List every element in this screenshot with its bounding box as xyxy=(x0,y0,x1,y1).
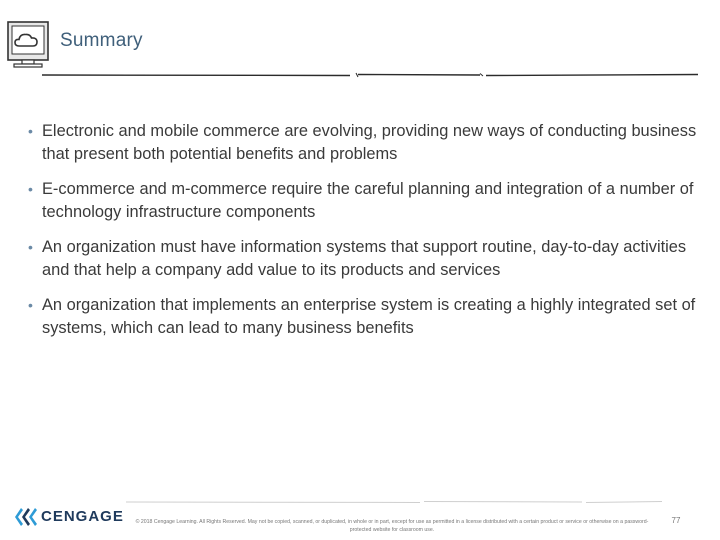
bullet-item xyxy=(28,294,700,340)
bullet-text: An organization that implements an enterprise system is creating a highly integrated set of systems, which can lead to many business benefits xyxy=(42,296,696,337)
bullet-marker: • xyxy=(28,239,33,255)
bullet-list xyxy=(28,120,700,352)
copyright-notice: © 2018 Cengage Learning. All Rights Reserved. May not be copied, scanned, or duplicated, in whole or in part, except for use as permitted in a license distributed with a certain product or service or otherwise on a password-protected website for classroom use. xyxy=(135,519,649,533)
bullet-text: Electronic and mobile commerce are evolving, providing new ways of conducting business that present both potential benefits and problems xyxy=(42,122,697,163)
cengage-logo xyxy=(12,504,124,530)
bullet-text: An organization must have information systems that support routine, day-to-day activities and that help a company add value to its products and services xyxy=(42,238,687,279)
cengage-logo-mark-icon xyxy=(12,505,38,529)
bullet-item xyxy=(28,236,700,282)
cengage-logo-text: CENGAGE xyxy=(41,508,124,525)
slide-title: Summary xyxy=(60,30,143,51)
title-divider xyxy=(40,70,700,80)
footer-divider xyxy=(124,498,664,506)
bullet-text: E-commerce and m-commerce require the careful planning and integration of a number of technology infrastructure components xyxy=(42,180,694,221)
bullet-marker: • xyxy=(28,181,33,197)
bullet-marker: • xyxy=(28,123,33,139)
bullet-marker: • xyxy=(28,297,33,313)
bullet-item xyxy=(28,120,700,166)
cloud-monitor-icon xyxy=(4,20,54,70)
page-number: 77 xyxy=(671,516,681,525)
bullet-item xyxy=(28,178,700,224)
